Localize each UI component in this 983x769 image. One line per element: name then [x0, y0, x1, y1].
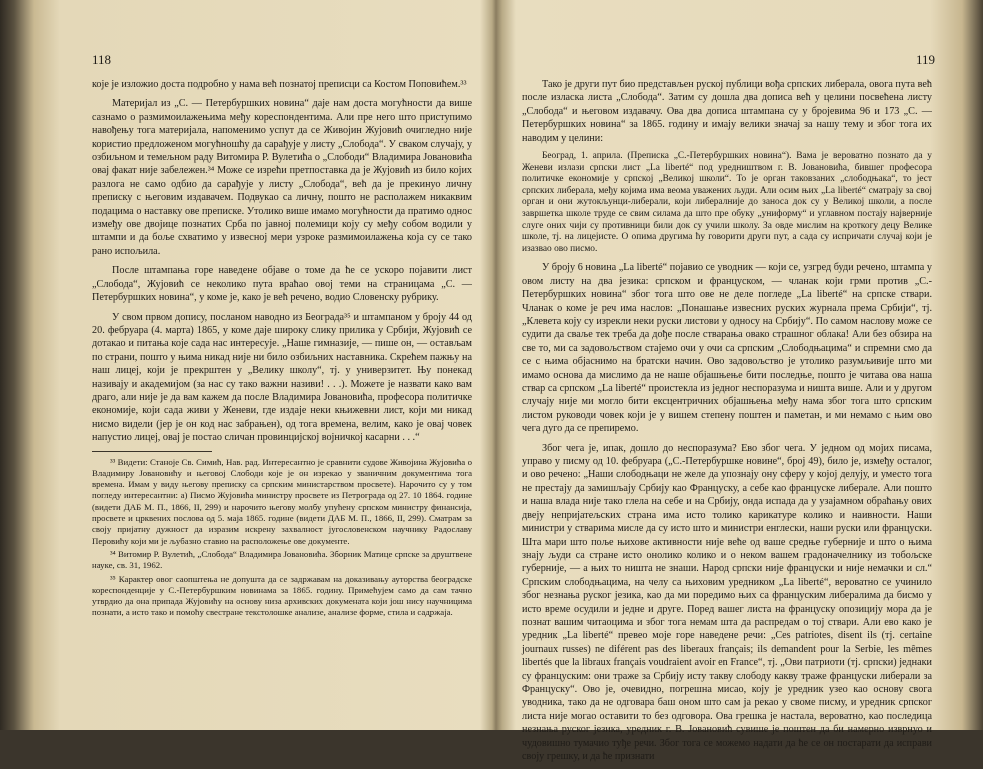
right-page-body — [522, 78, 932, 769]
paragraph: У свом првом допису, посланом наводно из Београда³⁵ и штампаном у броју 44 од 20. фебруара (4. марта) 1865, у коме даје широку слику прилика у Србији, Жујовић се дотакао и питања које сада нас интересује. „Наше гимназије, — пише он, — остављам по страни, пошто у њима никад није ни било озбиљних наставника. Скрећем пажњу на наш лицеј, који је прекрштен у „Велику школу“, тј. у универзитет. Њу понекад називају и академијом (за нас су тако важни називи! . . .). Можете је назвати како вам драго, али није је да вам кажем да после Владимира Јовановића, професора политичке економије, који сада живи у Женеви, где издаје неки књижевни лист, који ми никад нисмо видели (јер је он код нас забрањен), од тога времена, велим, како је овај човек напустио лицеј, овај је постао сличан провинцијској војничкој касарни . . .“ — [92, 311, 472, 444]
paragraph: Тако је други пут био представљен руској публици вођа српских либерала, овога пута већ после изласка листа „Слобода“. Затим су дошла два дописа већ у целини посвећена листу „Слобода“ и његовом издавачу. Ова два дописа штампана су у бројевима 96 и 173 „С. — Петербуршких новина“ за 1865. годину и имају велики значај за нашу тему и због тога их наводим у целини: — [522, 79, 932, 144]
footnote: ³⁵ Карактер овог саопштења не допушта да се задржавам на доказивању ауторства београдске кореспонденције у С.-Петербуршким новинама за 1865. годину. Примећујем само да сам тачно утврдио да она припада Жујовићу на основу низа архивских докумената који још нису научницима познати, а исто тако и помоћу свестране текстолошке анализе, анализе форме, стила и садржаја. — [92, 573, 472, 618]
footnote: ³³ Видети: Станоје Св. Симић, Нав. рад. Интересантно је сравнити судове Живојина Жујовића о Владимиру Јовановићу и његовој Слободи које је он изрекао у званичним документима тога времена. Имам у виду његову преписку са српским министарством просвете). Нарочито су у том погледу интересантни: а) Писмо Жујовића министру просвете из Петрограда од 27. 10 1864. године (видети ДАБ М. П., 1866, II, 299) и нарочито његову молбу упућену српском министру финансија, просвете и црквених послова од 5. маја 1865. године (видети ДАБ М. П., 1866, II, 299). Сматрам за своју пријатну дужност да изразим искрену захвалност југословенском научнику Радославу Перовићу који ми је љубазно ставио на расположење ове документе. — [92, 456, 472, 546]
page-number-left: 118 — [92, 52, 112, 67]
paragraph: У броју 6 новина „La liberté“ појавио се уводник — који се, узгред буди речено, штампа у овом листу на два језика: српском и француском, — чланак који грми против „С.-Петербуршких новина“ због тога што ове не деле погледе „La liberté“ на српске ствари. Чланак о коме је реч има наслов: „Понашање извесних руских журнала према Србији“, тј. „Клевета коју су изрекли неки руски листови у односу на Србију“. По самом наслову може се судити да сваље тек треба да дође после стварања овако страшног облака! Али без обзира на све то, ми са задовољством стајемо очи у очи са српским „Слободњацима“ и спремни смо да се с њима објаснимо на братски начин. Ово задовољство је утолико разумљивије што ми имамо основа да мислимо да не наше објашњење бити последње, пошто је читава ова наша ствар са српском „La liberté“ проистекла из једног неспоразума и ништа више. Али и у другом случају није ми могло бити ексцентричних објашњења међу нама због тога што српским листом руководи човек који је у вишем степену поштен и паметан, и ми немамо с њим ово чега дуго да се препиремо. — [522, 262, 932, 435]
page-number-right: 119 — [915, 52, 935, 67]
paragraph: које је изложио доста подробно у нама већ познатој преписци са Костом Поповићем.³³ — [92, 79, 467, 90]
paragraph: После штампања горе наведене објаве о томе да ће се ускоро појавити лист „Слобода“, Жујовић се неколико пута враћао овој теми на страницама „С. — Петербуршких новина“, у коме је, како је већ речено, водио Словенску рубрику. — [92, 265, 472, 304]
right-page — [510, 0, 935, 762]
left-page-body — [92, 78, 472, 621]
footnote: ³⁴ Витомир Р. Вулетић, „Слобода“ Владимира Јовановића. Зборник Матице српске за друштвене науке, св. 31, 1962. — [92, 548, 472, 571]
left-page — [58, 0, 478, 730]
footnote-divider — [92, 451, 212, 452]
paragraph: Због чега је, ипак, дошло до неспоразума? Ево због чега. У једном од мојих писама, управо у писму од 10. фебруара („С.-Петербуршке новине“, број 49), било је, између осталог, и ово речено: „Наши слободњаци не желе да упознају ону сферу у којој делују, и уместо тога не престају да замишљају Србију као Француску, а себе као француске либерале. Али пошто и наша влада није тако глела на себе и на Србију, онда испада да у узајамном обраћању ових двеју непријатељских страна има исто толико карикатуре колико и наивности. Наши министри у стварима мисле да су исто што и министри енглески, наши руски или француски. Шта мари што поље њихове активности није веће од ваше средње губерније и што о њима знају људи са стране исто онолико колико и о неком вашем градоначелнику из тобољске губерније, — а њих то ништа не знаши. Народ српски није француски и није немачки и сл.“ Српским слободњацима, на челу са њиховим уредником „La liberté“, вероватно се учинило због незнања руског језика, као да ми поредимо њих са француским либералима да бисмо у исто време осудили и једне и друге. Поред вашег листа на француску опозицију мора да је познат вашим читаоцима и због тога немам шта да распредам о тој ствари. Али ево како је уредник „La liberté“ превео моје горе наведене речи: „Ces patriotes, disent ils (тј. certaine journaux russes) ne diférent pas des liberaux français; ils demandent pour la Serbie, les mêmes libertés que la libraux français voudraient avoir en France“, тј. „Ови патриоти (тј. српски) једнаки су француским: они траже за Србију исту такву слободу какву траже француски либерали за Француску“. Ово је, очевидно, погрешна мисао, коју је уредник узео као основу свога уводника, тако да не одговара баш оном што сам ја рекао у своме писму, и уредник српског листа није могао оставити то без одговора. Ова грешка је настала, вероватно, као последица незнања руског језика, уредник г. В. Јовановић сувише је поштен да би намерно изврнуо и чудовишно тумачио туђе речи. Због тога се можемо надати да ће се он постарати да исправи своју грешку, и да ће признати — [522, 442, 932, 762]
quoted-letter: Београд, 1. априла. (Преписка „С.-Петербуршких новина“). Вама је вероватно познато да у Женеви излази српски лист „La liberté“ под уредништвом г. В. Јовановића, бившег професора политичке економије у српској „Великој школи“. То је орган таковзаних „слободњака“, то јест српских либерала, међу којима има веома уважених људи. Али осим њих „La liberté“ сматрају за свој орган и они жутокљунци-либерали, који либералније до заноса док су у Великој школи, а после завршетка школе труде се свим силама да што пре обуку „униформу“ и углавном постају најверније слуге оних чији су противници били док су учили школу. За овде мислим на кроткогу децу Велике школе, тј. на лицејисте. О опима другима ћу говорити други пут, а сада су испричати случај који је изазвао ово писмо. — [522, 151, 932, 254]
paragraph: Материјал из „С. — Петербуршких новина“ даје нам доста могућности да више сазнамо о размимоилажењима међу кореспондентима. Али пре него што приступимо навођењу тога материјала, напоменимо успут да се Живојин Жујовић очигледно није користио предложеном могућношћу да сарађује у листу „Слобода“. У сваком случају, у озбиљном и темељном раду Витомира Р. Вулетића о „Слободи“ Владимира Јовановића овај факат није забележен.³⁴ Може се изрећи претпоставка да је Жујовић из било којих разлога не само одбио да сарађује у листу „Слобода“, већ да је прекинуо личну преписку с његовим издавачем. Подвукао са личну, пошто не располажем никаквим подацима о наставку ове преписке. Утолико више имамо могућности да пратимо однос између ове двојице познатих Срба по јавној полемици коју су међу собом водили у штампи и да боље схватимо у извесној мери узроке размимоилажења која су се тако рано испољила. — [92, 98, 472, 257]
